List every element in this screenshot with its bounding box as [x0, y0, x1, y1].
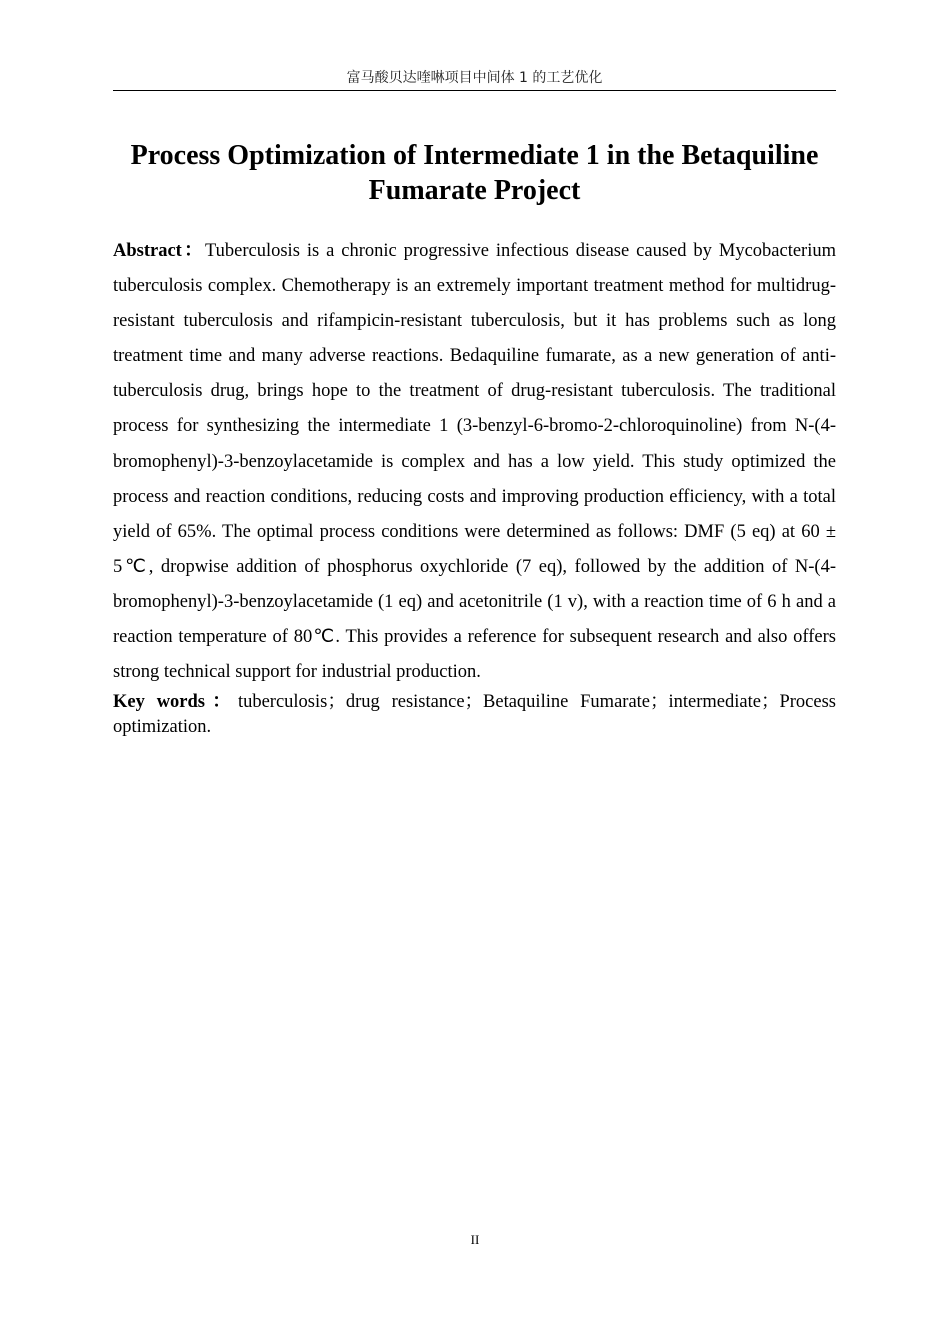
page-number: II [470, 1232, 480, 1247]
keywords-label: Key words： [113, 692, 238, 712]
keywords-paragraph [113, 690, 836, 740]
paper-title: Process Optimization of Intermediate 1 in the Betaquiline Fumarate Project [130, 140, 819, 206]
abstract-paragraph [113, 234, 836, 690]
keywords-text: tuberculosis；drug resistance；Betaquiline Fumarate；intermediate；Process optimization. [113, 692, 836, 737]
running-header: 富马酸贝达喹啉项目中间体 1 的工艺优化 [113, 68, 836, 91]
abstract-label: Abstract： [113, 241, 205, 261]
abstract-text: Tuberculosis is a chronic progressive infectious disease caused by Mycobacterium tuberculosis complex. Chemotherapy is an extremely important treatment method for multidrug-resistant tuberculosis and rifampicin-resistant tuberculosis, but it has problems such as long treatment time and many adverse reactions. Bedaquiline fumarate, as a new generation of anti-tuberculosis drug, brings hope to the treatment of drug-resistant tuberculosis. The traditional process for synthesizing the intermediate 1 (3-benzyl-6-bromo-2-chloroquinoline) from N-(4-bromophenyl)-3-benzoylacetamide is complex and has a low yield. This study optimized the process and reaction conditions, reducing costs and improving production efficiency, with a total yield of 65%. The optimal process conditions were determined as follows: DMF (5 eq) at 60 ± 5℃, dropwise addition of phosphorus oxychloride (7 eq), followed by the addition of N-(4-bromophenyl)-3-benzoylacetamide (1 eq) and acetonitrile (1 v), with a reaction time of 6 h and a reaction temperature of 80℃. This provides a reference for subsequent research and also offers strong technical support for industrial production. [113, 241, 836, 683]
